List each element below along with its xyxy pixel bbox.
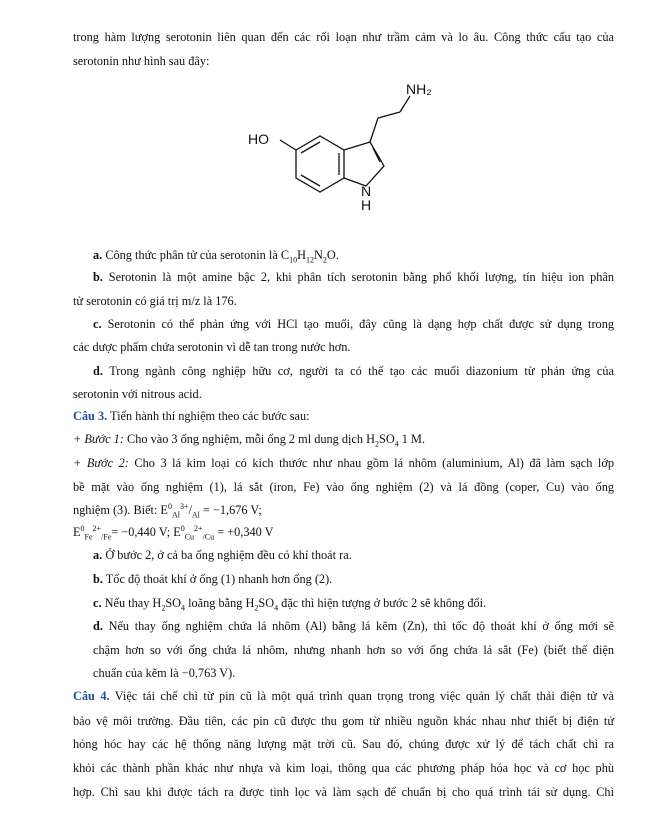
q2-b-line1: b. Serotonin là một amine bậc 2, khi phân tích serotonin bằng phổ khối lượng, tín hiệu ion phân: [93, 270, 614, 284]
q4-line4: khỏi các thành phần khác như nhựa và kim loại, thông qua các phương pháp hóa học và cơ học phù: [73, 761, 614, 775]
q3-c: c. Nếu thay $H_2SO_4$ loãng bằng $H_2SO_4$ đặc thì hiện tượng ở bước 2 sẽ không đổi.: [93, 596, 487, 613]
q3-a: a. Ở bước 2, ở cả ba ống nghiệm đều có khí thoát ra.: [93, 548, 352, 562]
q3-d-line1: d. Nếu thay ống nghiệm chứa lá nhôm (Al) bằng lá kẽm (Zn), thì tốc độ thoát khí ở ống mới sẽ: [93, 619, 614, 633]
q3-step2-line1: + Bước 2: Cho 3 lá kim loại có kích thước như nhau gồm lá nhôm (aluminium, Al) đã làm sạch lớp: [73, 456, 614, 470]
serotonin-structure: [238, 76, 458, 216]
q4-line1: Câu 4. Việc tái chế chì từ pin cũ là một quá trình quan trọng trong việc quản lý chất thải điện tử và: [73, 689, 614, 703]
intro-line-2: serotonin như hình sau đây:: [73, 54, 210, 68]
q3-d-line3: chuẩn của kẽm là −0,763 V).: [93, 666, 236, 680]
nh-n-label: N: [361, 183, 372, 199]
q4-line2: bảo vệ môi trường. Đầu tiên, các pin cũ được thu gom từ nhiều nguồn khác nhau như thiết bị điện tử: [73, 714, 614, 728]
q2-c-line2: các dược phẩm chứa serotonin vì dễ tan trong nước hơn.: [73, 340, 351, 354]
ho-label: HO: [248, 131, 269, 147]
q3-step1: + Bước 1: Cho vào 3 ống nghiệm, mỗi ống 2 ml dung dịch $H_2SO_4$ 1 M.: [73, 432, 426, 449]
nh2-label: NH₂: [406, 81, 432, 97]
q2-d-line1: d. Trong ngành công nghiệp hữu cơ, người ta có thể tạo các muối diazonium từ phản ứng của: [93, 364, 614, 378]
q2-d-line2: serotonin với nitrous acid.: [73, 387, 202, 401]
q3-step2-line2: bề mặt vào ống nghiệm (1), lá sắt (iron, Fe) vào ống nghiệm (2) và lá đồng (coper, Cu) vào ống: [73, 480, 614, 494]
q2-a: a. Công thức phân tử của serotonin là $C_{10}H_{12}N_2O$.: [93, 248, 339, 265]
q3-step2-line3: nghiệm (3). Biết: $E^0_{Al}^{3+}/_{Al} = -1,676$ V;: [73, 501, 262, 520]
q2-b-line2: tử serotonin có giá trị m/z là 176.: [73, 294, 237, 308]
q4-line3: hỏng hóc hay các hệ thống năng lượng mặt trời cũ. Sau đó, chúng được xử lý để tách chất chì ra: [73, 737, 614, 751]
intro-line-1: trong hàm lượng serotonin liên quan đến các rối loạn như trầm cảm và lo âu. Công thức cấu tạo của: [73, 30, 614, 44]
q2-c-line1: c. Serotonin có thể phản ứng với HCl tạo muối, đây cũng là dạng hợp chất được sử dụng trong: [93, 317, 614, 331]
q4-line5: hợp. Chì sau khi được tách ra được tinh lọc và làm sạch để chuẩn bị cho quá trình tái sử dụng. Chì: [73, 785, 614, 799]
q3-heading: Câu 3. Tiến hành thí nghiệm theo các bước sau:: [73, 409, 310, 423]
q3-d-line2: chậm hơn so với ống chứa lá nhôm, nhưng nhanh hơn so với ống chứa lá sắt (Fe) (biết thế điện: [93, 643, 614, 657]
nh-h-label: H: [361, 197, 372, 213]
q3-b: b. Tốc độ thoát khí ở ống (1) nhanh hơn ống (2).: [93, 572, 333, 586]
q3-potentials: $E^0_{Fe}^{2+}_{/Fe}= -0,440$ V; $E^0_{Cu}^{2+}_{/Cu} = +0,340$ V: [73, 523, 274, 542]
